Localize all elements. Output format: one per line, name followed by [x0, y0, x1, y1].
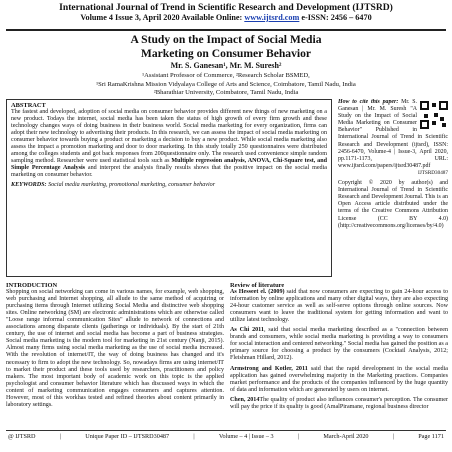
- affiliations: ¹Assistant Professor of Commerce, ²Research Scholar BSMED, ¹Sri RamaKrishna Mission Vidyalaya College of Arts and Science, Coimbatore, Tamil Nadu, India ²Bharathiar University, Coimbatore, Tamil Nadu, India: [96, 72, 356, 97]
- page-footer: @ IJTSRD | Unique Paper ID – IJTSRD30487 | Volume – 4 | Issue – 3 | March-April 2020 | Page 1171: [8, 433, 444, 440]
- review-paragraph-2: As Chi 2011, said that social media marketing described as a "connection between brands and consumers, while social media marketing is providing a way to consumers for social interaction and centered networking." Social media has gained the position as a primary source for choosing a product by the consumers (Cocktail Analysis, 2012; Fleishman Hillard, 2012).: [230, 327, 448, 362]
- footer-tag: @ IJTSRD: [8, 433, 36, 440]
- journal-header: [0, 0, 452, 30]
- review-paragraph-3: Armstrong and Kotler, 2011 said that the rapid development in the social media application has gained overwhelming majority in the Marketing practices. Companies market performance and the products of the companies influenced by the huge quantity of data and information which are generated by users on internet.: [230, 365, 448, 393]
- footer-date: March-April 2020: [323, 433, 369, 440]
- review-paragraph-1: As Hesseet el. (2009) said that now consumers are expecting to gain 24-hour access to information by online applications and many other digital ways, they are also expecting 24-hour customer service as well as self-serve options through online sources. Now consumers want to leave the traditional system for getting information and want to utilize latest technology.: [230, 289, 448, 324]
- journal-name: International Journal of Trend in Scientific Research and Development (IJTSRD): [59, 2, 393, 13]
- authors: Mr. S. Ganesan¹, Mr. M. Suresh²: [170, 61, 282, 70]
- review-paragraph-4: Chen, 2014The quality of product also influences consumer's perception. The consumer will pay the price if its quality is good (AmalPiramane, regional business director: [230, 396, 448, 410]
- paper-title: A Study on the Impact of Social Media Marketing on Consumer Behavior: [130, 33, 322, 60]
- journal-url-link[interactable]: www.ijtsrd.com: [244, 13, 300, 22]
- introduction-text: Shopping on social networking can come in various names, for example, web shopping, web purchasing and Internet shopping, all allude to the same method of acquiring or purchasing items through Internet utilizing Social Media and distinctive web shopping sites. Online networking (SM) are electronic administrations which are otherwise called "Loose range informal communication Sites" allude to network of connections and associations among disparate clients (gatherings or individuals). By the start of 21th century, the use of internet and social media has become a part of business strategies. Social media marketing is the modern tool for marketing in 21st century (Nanji, 2015). Almost many firms using social media marketing as the use of social media increased. With the revolution of internet/IT, the way of doing business has changed and it's necessary to firm to adopt the new technology. So, nowadays firms are using internet/IT to market their product and these tools used by researchers, practitioners and policy makers. The most important body of academic work on this topic is the applied psychologist and consumer behavior literature which has discussed ways in which the content of marketing communication engages consumers and captures attention. However, most of this workhas tested and refined theories about content primarily in laboratory settings.: [6, 289, 224, 408]
- qr-label: IJTSRD30487: [418, 169, 448, 176]
- citation-heading: How to cite this paper:: [338, 99, 399, 105]
- abstract-box: [6, 99, 332, 277]
- review-column: [230, 282, 448, 422]
- citation-text: Mr. S. Ganesan | Mr. M. Suresh "A Study on the Impact of Social Media Marketing on Consumer Behavior" Published in International Journal of Trend in Scientific Research and Development (ijtsrd), ISSN: 2456-6470, Volume-4 | Issue-3, April 2020, pp.1171-1173, URL: www.ijtsrd.com/papers/ijtsrd30487.pdf: [338, 99, 448, 169]
- footer-volume: Volume – 4 | Issue – 3: [218, 433, 274, 440]
- introduction-column: [6, 282, 224, 422]
- citation-block: [338, 99, 448, 277]
- journal-volume-line: Volume 4 Issue 3, April 2020 Available Online: www.ijtsrd.com e-ISSN: 2456 – 6470: [80, 13, 372, 22]
- footer-paper-id: Unique Paper ID – IJTSRD30487: [85, 433, 170, 440]
- copyright-text: Copyright © 2020 by author(s) and International Journal of Trend in Scientific Research and Development Journal. This is an Open Access article distributed under the terms of the Creative Commons Attribution License (CC BY 4.0) (http://creativecommons.org/licenses/by/4.0): [338, 180, 448, 229]
- header-rule: [6, 29, 446, 31]
- qr-code[interactable]: [420, 101, 448, 129]
- introduction-heading: INTRODUCTION: [6, 282, 58, 289]
- abstract-label: ABSTRACT: [11, 102, 46, 109]
- footer-rule: [6, 430, 446, 431]
- review-heading: Review of literature: [230, 282, 285, 289]
- footer-page: Page 1171: [418, 433, 444, 440]
- keywords: KEYWORDS: Social media marketing, promotional marketing, consumer behavior: [11, 181, 216, 188]
- abstract-text: The fastest and developed, adoption of social media on consumer behavior provides different new things of new marketing on a new product. Todays the internet, social media has been taken the status of high growth of every firm growth and these technology changes ways of doing business in their business world. Social media marketing for every organization, firms can adopt their new technology to advertising their products. In this research, we can assess the impact of social media marketing on consumer behavior towards buying a product or marketing a decision to buy a new product. While social media marketing also assess the impact a promotion marketing and door to door marketing. In this study totally 250 questionnaires were distributed among the colleges students and got back responses from 200questionnaire only. The research used convenience simple random sampling method. Researcher were used statistical tools such as Multiple regression analysis, ANOVA, Chi-Square test, and Simple Percentage Analysis and interpret the analysis finally results shows that the positive impact on the social media marketing on consumer behavior.: [11, 109, 327, 179]
